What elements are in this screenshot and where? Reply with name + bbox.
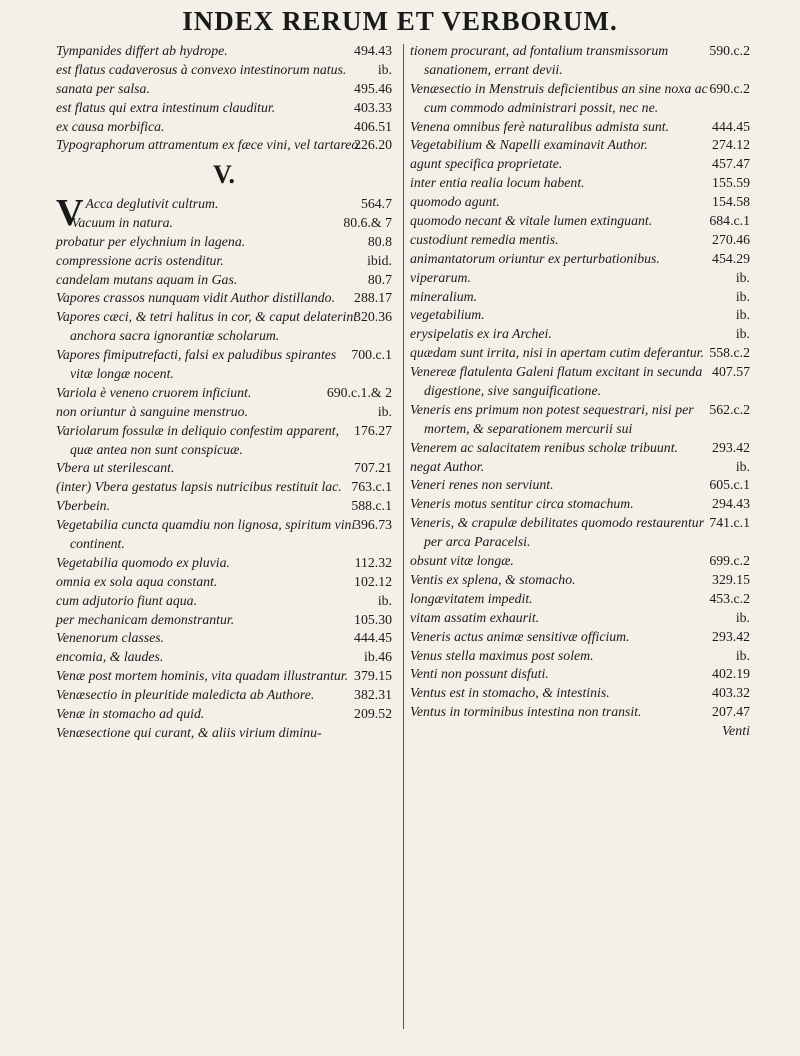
page-reference: 588.c.1 [351,498,392,514]
entry-text: Variola è veneno cruorem inficiunt. [56,384,252,400]
entry-text: Variolarum fossulæ in deliquio confestim apparent, quæ antea non sunt conspicuæ. [56,422,340,457]
index-entry [410,590,750,609]
index-entry [410,269,750,288]
column-divider [403,44,404,1029]
index-entry [56,516,392,554]
entry-text: Veneris ens primum non potest sequestrari, nisi per mortem, & separationem mercurii sui [410,401,694,436]
page-reference: 699.c.2 [709,553,750,569]
entry-text: omnia ex sola aqua constant. [56,573,218,589]
entry-text: Venti non possunt disfuti. [410,666,549,682]
section-letter: V. [213,160,235,190]
page-reference: 154.58 [712,194,750,210]
entry-text: candelam mutans aquam in Gas. [56,271,238,287]
entry-text: non oriuntur à sanguine menstruo. [56,403,249,419]
index-entry [410,42,750,80]
right-column [410,42,750,741]
index-entry [410,458,750,477]
entry-text: animantatorum oriuntur ex perturbationibus. [410,250,660,266]
index-entry [56,42,392,61]
index-entry [410,193,750,212]
page-reference: 226.20 [354,137,392,153]
index-entry [410,665,750,684]
page-reference: 288.17 [354,290,392,306]
page-reference: 605.c.1 [709,477,750,493]
index-entry [410,155,750,174]
page-reference: 80.8 [367,233,392,249]
page-reference: 155.59 [712,175,750,191]
index-entry [56,422,392,460]
entry-text: Venena omnibus ferè naturalibus admista sunt. [410,118,670,134]
index-entry [410,250,750,269]
page-reference: 454.29 [712,250,750,266]
entry-text: obsunt vitæ longæ. [410,553,514,569]
index-entry [56,667,392,686]
index-entry [410,401,750,439]
entry-text: Tympanides differt ab hydrope. [56,43,228,58]
index-entry [56,233,392,252]
index-entry [410,136,750,155]
page-reference: 707.21 [354,460,392,476]
left-column [56,42,392,743]
index-entry [56,592,392,611]
entry-text: Ventus est in stomacho, & intestinis. [410,685,610,701]
page-reference: 700.c.1 [351,347,392,363]
index-entry [410,552,750,571]
index-entry [56,99,392,118]
entry-text: quædam sunt irrita, nisi in apertam cutim deferantur. [410,345,704,361]
index-entry [410,439,750,458]
entry-text: negat Author. [410,458,485,474]
entry-text: Vapores fimiputrefacti, falsi ex paludibus spirantes vitæ longæ nocent. [56,347,337,381]
page-reference: 294.43 [712,496,750,512]
index-entry [410,80,750,118]
entry-text: inter entia realia locum habent. [410,175,585,191]
index-entry [56,289,392,308]
index-entry [410,212,750,231]
left-column-t-entries [56,42,392,155]
index-entry [410,703,750,722]
index-entry [410,684,750,703]
entry-text: Veneris actus animæ sensitivæ officium. [410,628,630,644]
page-reference: 763.c.1 [351,479,392,495]
index-entry [410,363,750,401]
entry-text: agunt specifica proprietate. [410,156,563,172]
entry-text: mineralium. [410,288,478,304]
entry-text: est flatus cadaverosus à convexo intestinorum natus. [56,61,347,77]
catchword: Venti [722,724,750,740]
left-column-v-entries [56,191,392,743]
page-reference: 207.47 [712,704,750,720]
index-entry [56,308,392,346]
index-entry [410,344,750,363]
page-reference: 444.45 [354,630,392,646]
index-entry [56,629,392,648]
index-entry [56,686,392,705]
page-reference: 105.30 [354,611,392,627]
entry-text: custodiunt remedia mentis. [410,231,559,247]
page-reference: 457.47 [712,156,750,172]
entry-text: Venus stella maximus post solem. [410,647,594,663]
index-entry [410,571,750,590]
entry-text: Veneris motus sentitur circa stomachum. [410,496,634,512]
index-entry [56,271,392,290]
entry-text: Vegetabilia cuncta quamdiu non lignosa, spiritum vini continent. [56,517,356,551]
page-reference: 562.c.2 [709,401,750,417]
index-entry [410,647,750,666]
page-reference: 590.c.2 [709,43,750,58]
page-reference: 379.15 [354,668,392,684]
page-reference: 274.12 [712,137,750,153]
page-reference: 402.19 [712,666,750,682]
entry-text: Venæ post mortem hominis, vita quadam illustrantur. [56,668,349,684]
index-entry [410,174,750,193]
entry-text: Vapores crassos nunquam vidit Author distillando. [56,290,336,306]
page-reference: 382.31 [354,687,392,703]
page-reference: 495.46 [354,80,392,96]
page-reference: 558.c.2 [709,345,750,361]
index-entry [410,495,750,514]
index-entry [56,724,392,743]
right-column-entries [410,42,750,722]
index-entry [410,118,750,137]
page-reference: 403.32 [712,685,750,701]
page-reference: 320.36 [354,309,392,325]
page-reference: 406.51 [354,118,392,134]
entry-text: compressione acris ostenditur. [56,252,224,268]
entry-text: sanata per salsa. [56,80,150,96]
index-entry [410,306,750,325]
entry-text: Ventis ex splena, & stomacho. [410,571,576,587]
index-entry [56,705,392,724]
index-entry [410,325,750,344]
entry-text: Vegetabilia quomodo ex pluvia. [56,554,230,570]
page-reference: 494.43 [354,43,392,58]
page-reference: 112.32 [354,554,392,570]
page-header: INDEX RERUM ET VERBORUM. [182,6,618,36]
page-reference: 453.c.2 [709,590,750,606]
entry-text: longævitatem impedit. [410,590,533,606]
page-reference: 176.27 [354,422,392,438]
page-reference: 80.6.& 7 [343,214,392,230]
index-entry [56,459,392,478]
entry-text: Venereæ flatulenta Galeni flatum excitant in secunda digestione, sive sanguificatione. [410,364,703,399]
entry-text: Vbera ut sterilescant. [56,460,175,476]
entry-text: Typographorum attramentum ex fæce vini, vel tartareo. [56,137,362,153]
page-reference: 293.42 [712,628,750,644]
page-reference: 396.73 [354,517,392,533]
index-entry [56,118,392,137]
page-reference: 102.12 [354,573,392,589]
page-reference: 329.15 [712,571,750,587]
entry-text: Acca deglutivit cultrum. [85,195,219,211]
entry-text: quomodo agunt. [410,194,500,210]
index-entry [410,288,750,307]
page-reference: 690.c.1.& 2 [326,384,392,400]
entry-text: Ventus in torminibus intestina non transit. [410,704,642,720]
index-entry [56,80,392,99]
entry-text: vitam assatim exhaurit. [410,609,540,625]
page-reference: 403.33 [354,99,392,115]
index-entry [56,497,392,516]
page-reference: ib.46 [364,649,392,665]
index-entry [56,403,392,422]
index-entry [410,476,750,495]
entry-text: (inter) Vbera gestatus lapsis nutricibus restituit lac. [56,479,342,495]
page-reference: 209.52 [354,706,392,721]
page-reference: ibid. [367,252,392,268]
page-reference: 444.45 [712,118,750,134]
index-entry [56,573,392,592]
entry-text: Venenorum classes. [56,630,165,646]
index-entry [410,514,750,552]
dropcap-letter: V [56,191,84,234]
index-entry [56,136,392,155]
index-entry [56,61,392,80]
entry-text: Venæsectione qui curant, & aliis virium diminu- [56,724,322,740]
entry-text: encomia, & laudes. [56,649,164,665]
entry-text: vegetabilium. [410,307,485,323]
entry-text: est flatus qui extra intestinum clauditur. [56,99,276,115]
entry-text: Venæsectio in Menstruis deficientibus an sine noxa ac cum commodo administrari possit, nec ne. [410,80,708,115]
index-entry [56,384,392,403]
entry-text: Veneri renes non serviunt. [410,477,554,493]
index-entry [56,648,392,667]
index-entry [410,609,750,628]
page-reference: 564.7 [360,195,392,211]
entry-text: cum adjutorio fiunt aqua. [56,592,198,608]
page-reference: 80.7 [367,271,392,287]
entry-text: probatur per elychnium in lagena. [56,233,246,249]
index-entry [56,252,392,271]
index-entry [56,554,392,573]
entry-text: Veneris, & crapulæ debilitates quomodo restaurentur per arca Paracelsi. [410,515,705,550]
entry-text: viperarum. [410,269,471,285]
page-reference: 690.c.2 [709,80,750,96]
index-entry [410,628,750,647]
entry-text: Venæ in stomacho ad quid. [56,706,205,721]
index-entry [56,478,392,497]
entry-text: Venæsectio in pleuritide maledicta ab Authore. [56,687,315,703]
index-entry [56,214,392,233]
entry-text: Vacuum in natura. [71,214,174,230]
index-entry [410,231,750,250]
entry-text: ex causa morbifica. [56,118,165,134]
index-entry [56,346,392,384]
index-entry [56,611,392,630]
entry-text: per mechanicam demonstrantur. [56,611,235,627]
entry-text: erysipelatis ex ira Archei. [410,326,552,342]
entry-text: tionem procurant, ad fontalium transmissorum sanationem, errant devii. [410,43,669,77]
entry-text: Vegetabilium & Napelli examinavit Author. [410,137,648,153]
page-reference: 293.42 [712,439,750,455]
entry-text: Vberbein. [56,498,111,514]
entry-text: quomodo necant & vitale lumen extinguant. [410,213,653,229]
page-reference: 270.46 [712,231,750,247]
page-reference: 407.57 [712,364,750,380]
entry-text: Venerem ac salacitatem renibus scholæ tribuunt. [410,439,678,455]
entry-text: Vapores cæci, & tetri halitus in cor, & caput delaterint anchora sacra ignorantiæ scholarum. [56,309,358,344]
page-reference: 684.c.1 [709,213,750,229]
page-reference: 741.c.1 [709,515,750,531]
